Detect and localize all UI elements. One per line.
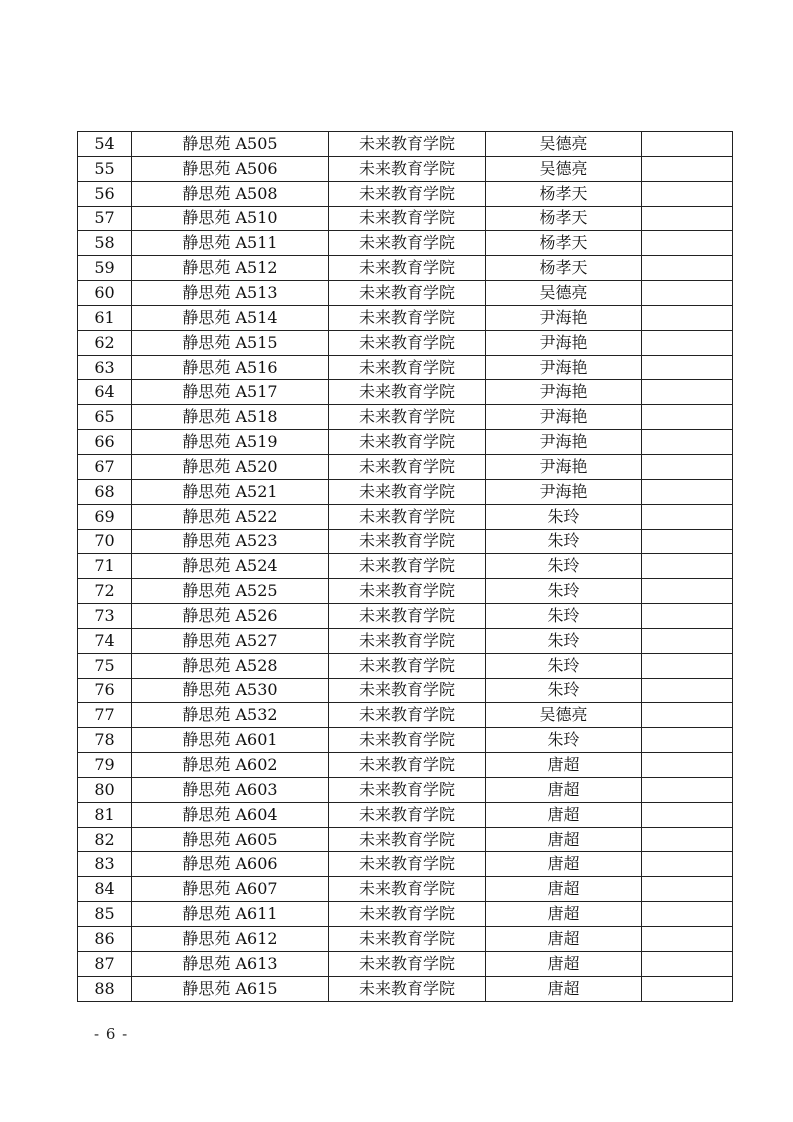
table-row	[78, 405, 733, 430]
note-cell	[642, 231, 733, 256]
table-row	[78, 827, 733, 852]
table-row	[78, 206, 733, 231]
note-cell	[642, 281, 733, 306]
room-cell: 静思苑 A532	[132, 703, 329, 728]
school-cell: 未来教育学院	[329, 479, 486, 504]
school-cell: 未来教育学院	[329, 305, 486, 330]
school-cell: 未来教育学院	[329, 156, 486, 181]
table-row	[78, 305, 733, 330]
school-cell: 未来教育学院	[329, 132, 486, 157]
table-row	[78, 877, 733, 902]
row-number-cell: 54	[78, 132, 132, 157]
room-cell: 静思苑 A612	[132, 927, 329, 952]
school-cell: 未来教育学院	[329, 802, 486, 827]
person-cell: 尹海艳	[486, 305, 642, 330]
person-cell: 朱玲	[486, 504, 642, 529]
person-cell: 吴德亮	[486, 132, 642, 157]
school-cell: 未来教育学院	[329, 405, 486, 430]
person-cell: 尹海艳	[486, 454, 642, 479]
table-row	[78, 430, 733, 455]
table-row	[78, 703, 733, 728]
table-row	[78, 330, 733, 355]
table-row	[78, 976, 733, 1001]
school-cell: 未来教育学院	[329, 554, 486, 579]
school-cell: 未来教育学院	[329, 927, 486, 952]
school-cell: 未来教育学院	[329, 330, 486, 355]
person-cell: 唐超	[486, 753, 642, 778]
row-number-cell: 61	[78, 305, 132, 330]
note-cell	[642, 827, 733, 852]
room-cell: 静思苑 A520	[132, 454, 329, 479]
person-cell: 尹海艳	[486, 355, 642, 380]
table-row	[78, 281, 733, 306]
row-number-cell: 80	[78, 777, 132, 802]
note-cell	[642, 132, 733, 157]
room-cell: 静思苑 A604	[132, 802, 329, 827]
school-cell: 未来教育学院	[329, 604, 486, 629]
table-row	[78, 355, 733, 380]
row-number-cell: 75	[78, 653, 132, 678]
room-cell: 静思苑 A601	[132, 728, 329, 753]
row-number-cell: 78	[78, 728, 132, 753]
table-row	[78, 777, 733, 802]
table-row	[78, 728, 733, 753]
school-cell: 未来教育学院	[329, 256, 486, 281]
school-cell: 未来教育学院	[329, 728, 486, 753]
person-cell: 唐超	[486, 852, 642, 877]
dormitory-table	[77, 131, 733, 1002]
row-number-cell: 68	[78, 479, 132, 504]
note-cell	[642, 380, 733, 405]
room-cell: 静思苑 A505	[132, 132, 329, 157]
row-number-cell: 81	[78, 802, 132, 827]
room-cell: 静思苑 A512	[132, 256, 329, 281]
person-cell: 朱玲	[486, 628, 642, 653]
row-number-cell: 72	[78, 579, 132, 604]
row-number-cell: 59	[78, 256, 132, 281]
note-cell	[642, 330, 733, 355]
table-row	[78, 454, 733, 479]
note-cell	[642, 156, 733, 181]
note-cell	[642, 355, 733, 380]
school-cell: 未来教育学院	[329, 281, 486, 306]
person-cell: 朱玲	[486, 678, 642, 703]
room-cell: 静思苑 A517	[132, 380, 329, 405]
note-cell	[642, 802, 733, 827]
row-number-cell: 66	[78, 430, 132, 455]
note-cell	[642, 529, 733, 554]
row-number-cell: 55	[78, 156, 132, 181]
row-number-cell: 86	[78, 927, 132, 952]
table-row	[78, 628, 733, 653]
table-row	[78, 181, 733, 206]
table-row	[78, 156, 733, 181]
school-cell: 未来教育学院	[329, 504, 486, 529]
school-cell: 未来教育学院	[329, 827, 486, 852]
school-cell: 未来教育学院	[329, 454, 486, 479]
note-cell	[642, 703, 733, 728]
school-cell: 未来教育学院	[329, 206, 486, 231]
table-row	[78, 380, 733, 405]
room-cell: 静思苑 A510	[132, 206, 329, 231]
row-number-cell: 87	[78, 951, 132, 976]
room-cell: 静思苑 A602	[132, 753, 329, 778]
room-cell: 静思苑 A506	[132, 156, 329, 181]
table-row	[78, 504, 733, 529]
row-number-cell: 79	[78, 753, 132, 778]
table-row	[78, 256, 733, 281]
room-cell: 静思苑 A515	[132, 330, 329, 355]
school-cell: 未来教育学院	[329, 976, 486, 1001]
school-cell: 未来教育学院	[329, 628, 486, 653]
note-cell	[642, 430, 733, 455]
room-cell: 静思苑 A603	[132, 777, 329, 802]
room-cell: 静思苑 A508	[132, 181, 329, 206]
table-row	[78, 653, 733, 678]
person-cell: 杨孝天	[486, 231, 642, 256]
note-cell	[642, 877, 733, 902]
person-cell: 唐超	[486, 951, 642, 976]
school-cell: 未来教育学院	[329, 380, 486, 405]
room-cell: 静思苑 A513	[132, 281, 329, 306]
row-number-cell: 77	[78, 703, 132, 728]
person-cell: 朱玲	[486, 604, 642, 629]
note-cell	[642, 728, 733, 753]
row-number-cell: 88	[78, 976, 132, 1001]
row-number-cell: 62	[78, 330, 132, 355]
person-cell: 杨孝天	[486, 206, 642, 231]
school-cell: 未来教育学院	[329, 653, 486, 678]
school-cell: 未来教育学院	[329, 355, 486, 380]
note-cell	[642, 206, 733, 231]
person-cell: 尹海艳	[486, 405, 642, 430]
school-cell: 未来教育学院	[329, 777, 486, 802]
note-cell	[642, 256, 733, 281]
table-row	[78, 579, 733, 604]
room-cell: 静思苑 A528	[132, 653, 329, 678]
note-cell	[642, 678, 733, 703]
school-cell: 未来教育学院	[329, 703, 486, 728]
room-cell: 静思苑 A615	[132, 976, 329, 1001]
row-number-cell: 84	[78, 877, 132, 902]
note-cell	[642, 579, 733, 604]
room-cell: 静思苑 A606	[132, 852, 329, 877]
room-cell: 静思苑 A524	[132, 554, 329, 579]
room-cell: 静思苑 A522	[132, 504, 329, 529]
row-number-cell: 82	[78, 827, 132, 852]
school-cell: 未来教育学院	[329, 430, 486, 455]
school-cell: 未来教育学院	[329, 231, 486, 256]
person-cell: 唐超	[486, 827, 642, 852]
person-cell: 吴德亮	[486, 703, 642, 728]
row-number-cell: 57	[78, 206, 132, 231]
school-cell: 未来教育学院	[329, 902, 486, 927]
school-cell: 未来教育学院	[329, 579, 486, 604]
note-cell	[642, 181, 733, 206]
person-cell: 杨孝天	[486, 181, 642, 206]
table-row	[78, 927, 733, 952]
person-cell: 唐超	[486, 902, 642, 927]
page-number: - 6 -	[94, 1025, 129, 1043]
person-cell: 唐超	[486, 877, 642, 902]
note-cell	[642, 927, 733, 952]
row-number-cell: 69	[78, 504, 132, 529]
room-cell: 静思苑 A613	[132, 951, 329, 976]
note-cell	[642, 305, 733, 330]
person-cell: 唐超	[486, 777, 642, 802]
person-cell: 唐超	[486, 802, 642, 827]
row-number-cell: 58	[78, 231, 132, 256]
note-cell	[642, 405, 733, 430]
school-cell: 未来教育学院	[329, 852, 486, 877]
row-number-cell: 63	[78, 355, 132, 380]
room-cell: 静思苑 A516	[132, 355, 329, 380]
note-cell	[642, 777, 733, 802]
table-row	[78, 529, 733, 554]
note-cell	[642, 454, 733, 479]
note-cell	[642, 554, 733, 579]
note-cell	[642, 976, 733, 1001]
table-row	[78, 231, 733, 256]
room-cell: 静思苑 A530	[132, 678, 329, 703]
note-cell	[642, 951, 733, 976]
row-number-cell: 67	[78, 454, 132, 479]
school-cell: 未来教育学院	[329, 951, 486, 976]
person-cell: 尹海艳	[486, 430, 642, 455]
table-row	[78, 479, 733, 504]
row-number-cell: 64	[78, 380, 132, 405]
note-cell	[642, 753, 733, 778]
person-cell: 唐超	[486, 976, 642, 1001]
row-number-cell: 60	[78, 281, 132, 306]
person-cell: 朱玲	[486, 554, 642, 579]
room-cell: 静思苑 A523	[132, 529, 329, 554]
school-cell: 未来教育学院	[329, 753, 486, 778]
row-number-cell: 76	[78, 678, 132, 703]
person-cell: 朱玲	[486, 728, 642, 753]
note-cell	[642, 604, 733, 629]
note-cell	[642, 479, 733, 504]
table-body	[78, 132, 733, 1002]
person-cell: 尹海艳	[486, 479, 642, 504]
row-number-cell: 56	[78, 181, 132, 206]
person-cell: 朱玲	[486, 579, 642, 604]
table-row	[78, 951, 733, 976]
room-cell: 静思苑 A514	[132, 305, 329, 330]
room-cell: 静思苑 A607	[132, 877, 329, 902]
room-cell: 静思苑 A526	[132, 604, 329, 629]
school-cell: 未来教育学院	[329, 877, 486, 902]
note-cell	[642, 628, 733, 653]
school-cell: 未来教育学院	[329, 529, 486, 554]
room-cell: 静思苑 A518	[132, 405, 329, 430]
row-number-cell: 74	[78, 628, 132, 653]
row-number-cell: 71	[78, 554, 132, 579]
note-cell	[642, 902, 733, 927]
person-cell: 唐超	[486, 927, 642, 952]
person-cell: 吴德亮	[486, 281, 642, 306]
table-row	[78, 852, 733, 877]
person-cell: 朱玲	[486, 653, 642, 678]
table-row	[78, 604, 733, 629]
person-cell: 尹海艳	[486, 330, 642, 355]
note-cell	[642, 504, 733, 529]
row-number-cell: 70	[78, 529, 132, 554]
note-cell	[642, 852, 733, 877]
person-cell: 朱玲	[486, 529, 642, 554]
school-cell: 未来教育学院	[329, 678, 486, 703]
note-cell	[642, 653, 733, 678]
room-cell: 静思苑 A605	[132, 827, 329, 852]
school-cell: 未来教育学院	[329, 181, 486, 206]
table-row	[78, 753, 733, 778]
person-cell: 杨孝天	[486, 256, 642, 281]
row-number-cell: 85	[78, 902, 132, 927]
table-row	[78, 132, 733, 157]
table-row	[78, 554, 733, 579]
room-cell: 静思苑 A525	[132, 579, 329, 604]
table-row	[78, 802, 733, 827]
row-number-cell: 73	[78, 604, 132, 629]
room-cell: 静思苑 A521	[132, 479, 329, 504]
room-cell: 静思苑 A527	[132, 628, 329, 653]
room-cell: 静思苑 A611	[132, 902, 329, 927]
person-cell: 吴德亮	[486, 156, 642, 181]
room-cell: 静思苑 A519	[132, 430, 329, 455]
table-row	[78, 902, 733, 927]
person-cell: 尹海艳	[486, 380, 642, 405]
row-number-cell: 83	[78, 852, 132, 877]
row-number-cell: 65	[78, 405, 132, 430]
room-cell: 静思苑 A511	[132, 231, 329, 256]
table-row	[78, 678, 733, 703]
